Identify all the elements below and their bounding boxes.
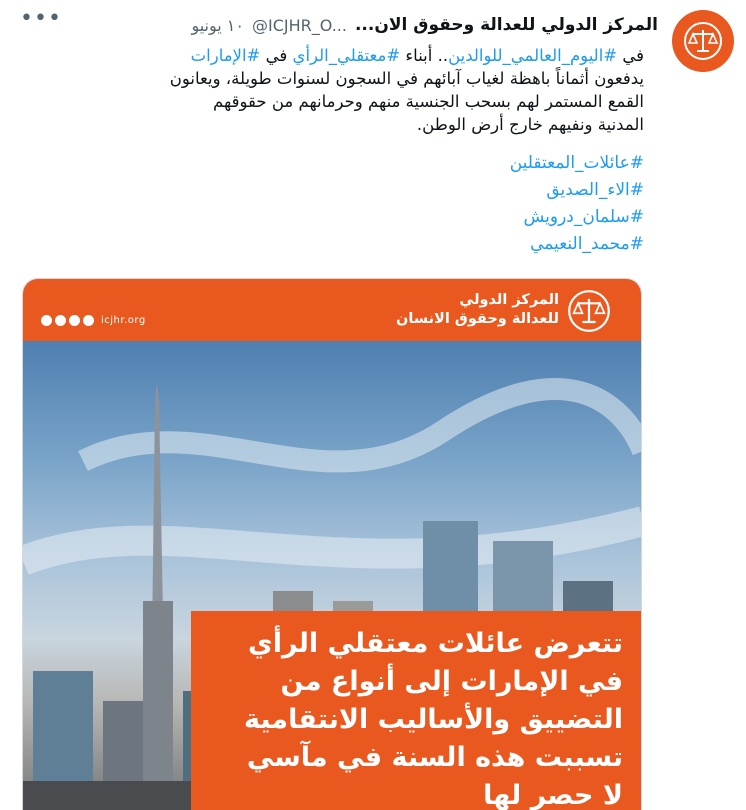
banner-title-line: المركز الدولي (459, 292, 559, 308)
overlay-line: تتعرض عائلات معتقلي الرأي (247, 628, 623, 659)
scales-of-justice-icon (567, 289, 611, 333)
tweet-media-image[interactable] (22, 278, 642, 810)
tweet-text-line: القمع المستمر لهم بسحب الجنسية منهم وحرمانهم من حقوقهم (213, 92, 644, 111)
facebook-icon (55, 315, 66, 326)
tweet-text-line (4, 44, 644, 67)
overlay-line: في الإمارات إلى أنواع من (280, 666, 623, 697)
text-fragment: في (260, 46, 293, 65)
overlay-caption (191, 611, 642, 810)
banner-title-line: للعدالة وحقوق الانسان (396, 311, 559, 327)
tweet-date[interactable]: ١٠ يونيو (191, 15, 244, 35)
overlay-line: لا حصر لها (483, 780, 623, 810)
overlay-text (203, 625, 623, 810)
overlay-line: تسببت هذه السنة في مآسي (246, 742, 623, 773)
hashtag-link[interactable]: #الإمارات (190, 46, 261, 65)
site-url: icjhr.org (101, 315, 146, 326)
hashtag-link[interactable]: #الاء_الصديق (546, 180, 644, 200)
banner-title (396, 291, 559, 329)
tweet-text (4, 44, 644, 136)
hashtag-link[interactable]: #سلمان_درويش (523, 207, 644, 227)
tweet-text-line: يدفعون أثماناً باهظة لغياب آبائهم في السجون لسنوات طويلة، ويعانون (169, 69, 644, 88)
globe-icon (41, 315, 52, 326)
tweet-text-line: المدنية ونفيهم خارج أرض الوطن. (416, 115, 644, 134)
tweet-header (20, 6, 658, 38)
youtube-icon (83, 315, 94, 326)
social-links (41, 315, 146, 326)
twitter-icon (69, 315, 80, 326)
hashtag-link[interactable]: #اليوم_العالمي_للوالدين (448, 46, 618, 65)
scales-of-justice-icon (683, 21, 723, 61)
text-fragment: في (617, 46, 644, 65)
avatar[interactable] (672, 10, 734, 72)
hashtag-link[interactable]: #عائلات_المعتقلين (509, 153, 644, 173)
handle[interactable]: @ICJHR_O... (251, 15, 347, 35)
media-banner (23, 279, 641, 341)
hashtag-link[interactable]: #محمد_النعيمي (530, 234, 644, 254)
text-fragment: .. أبناء (400, 46, 449, 65)
hashtag-list (510, 150, 644, 258)
display-name[interactable]: المركز الدولي للعدالة وحقوق الان... (354, 15, 658, 35)
overlay-line: التضييق والأساليب الانتقامية (244, 704, 623, 735)
more-icon[interactable]: ••• (20, 6, 62, 31)
hashtag-link[interactable]: #معتقلي_الرأي (292, 46, 401, 65)
